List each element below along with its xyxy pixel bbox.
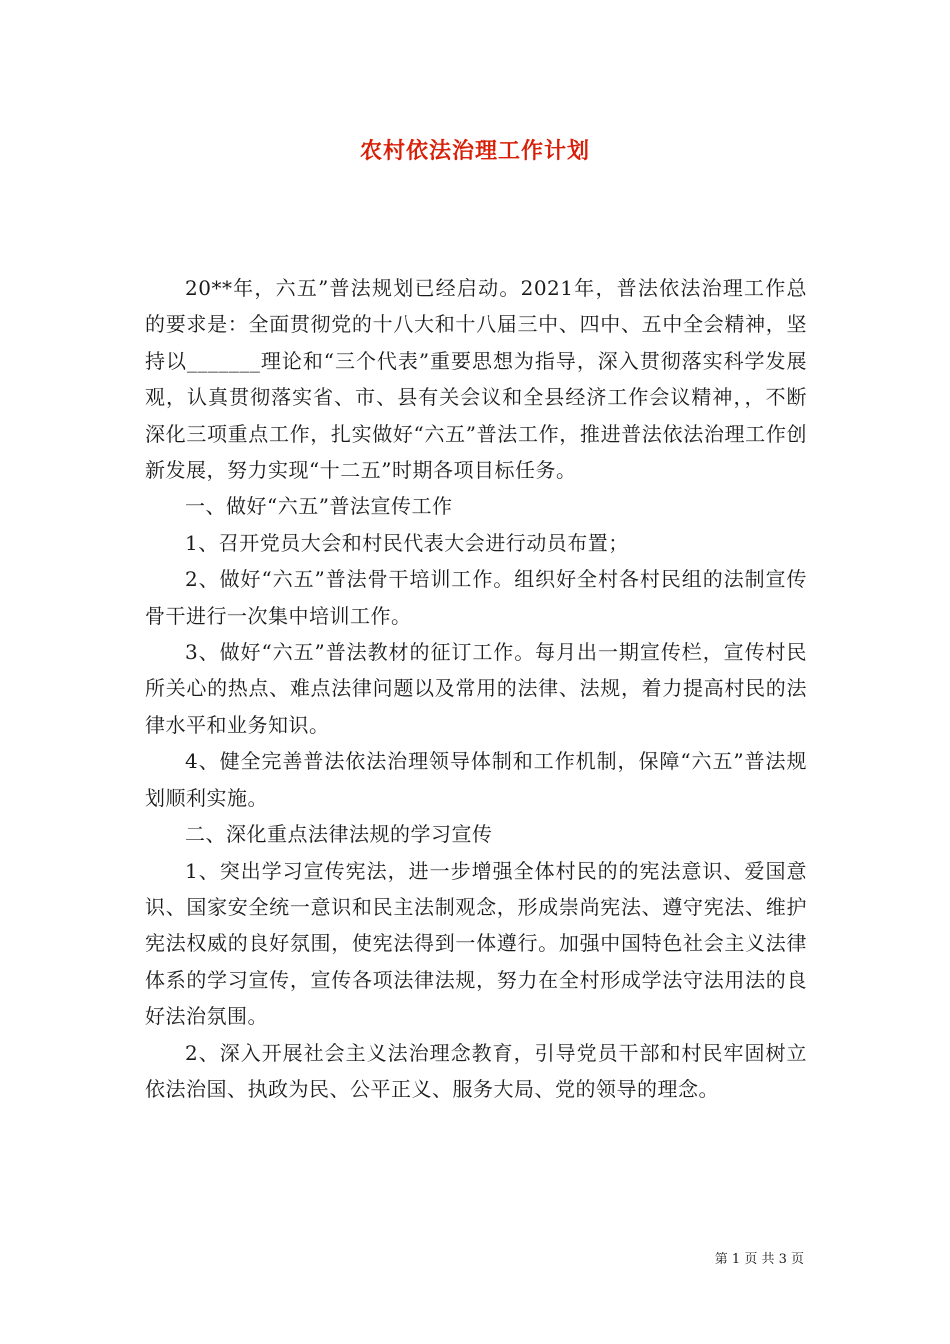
- paragraph-item: 4、健全完善普法依法治理领导体制和工作机制，保障“六五”普法规划顺利实施。: [145, 749, 807, 810]
- paragraph-item: 2、深入开展社会主义法治理念教育，引导党员干部和村民牢固树立依法治国、执政为民、公平正义、服务大局、党的领导的理念。: [145, 1040, 807, 1101]
- paragraph-intro: 20**年，六五”普法规划已经启动。2021年，普法依法治理工作总的要求是：全面贯彻党的十八大和十八届三中、四中、五中全会精神，坚持以_______理论和“三个代表”重要思想为指导，深入贯彻落实科学发展观，认真贯彻落实省、市、县有关会议和全县经济工作会议精神，，不断深化三项重点工作，扎实做好“六五”普法工作，推进普法依法治理工作创新发展，努力实现“十二五”时期各项目标任务。: [145, 276, 807, 483]
- paragraph-item: 3、做好“六五”普法教材的征订工作。每月出一期宣传栏，宣传村民所关心的热点、难点法律问题以及常用的法律、法规，着力提高村民的法律水平和业务知识。: [145, 640, 807, 737]
- document-body: [145, 270, 807, 1107]
- section-heading-1: 一、做好“六五”普法宣传工作: [185, 494, 453, 519]
- page-number: 第 1 页 共 3 页: [714, 1252, 804, 1267]
- section-heading-2: 二、深化重点法律法规的学习宣传: [185, 822, 493, 847]
- paragraph-item: 1、突出学习宣传宪法，进一步增强全体村民的的宪法意识、爱国意识、国家安全统一意识和民主法制观念，形成崇尚宪法、遵守宪法、维护宪法权威的良好氛围，使宪法得到一体遵行。加强中国特色社会主义法律体系的学习宣传，宣传各项法律法规，努力在全村形成学法守法用法的良好法治氛围。: [145, 858, 807, 1029]
- paragraph-item: 1、召开党员大会和村民代表大会进行动员布置；: [185, 530, 629, 555]
- document-title: 农村依法治理工作计划: [359, 138, 590, 164]
- paragraph-item: 2、做好“六五”普法骨干培训工作。组织好全村各村民组的法制宣传骨干进行一次集中培训工作。: [145, 567, 807, 628]
